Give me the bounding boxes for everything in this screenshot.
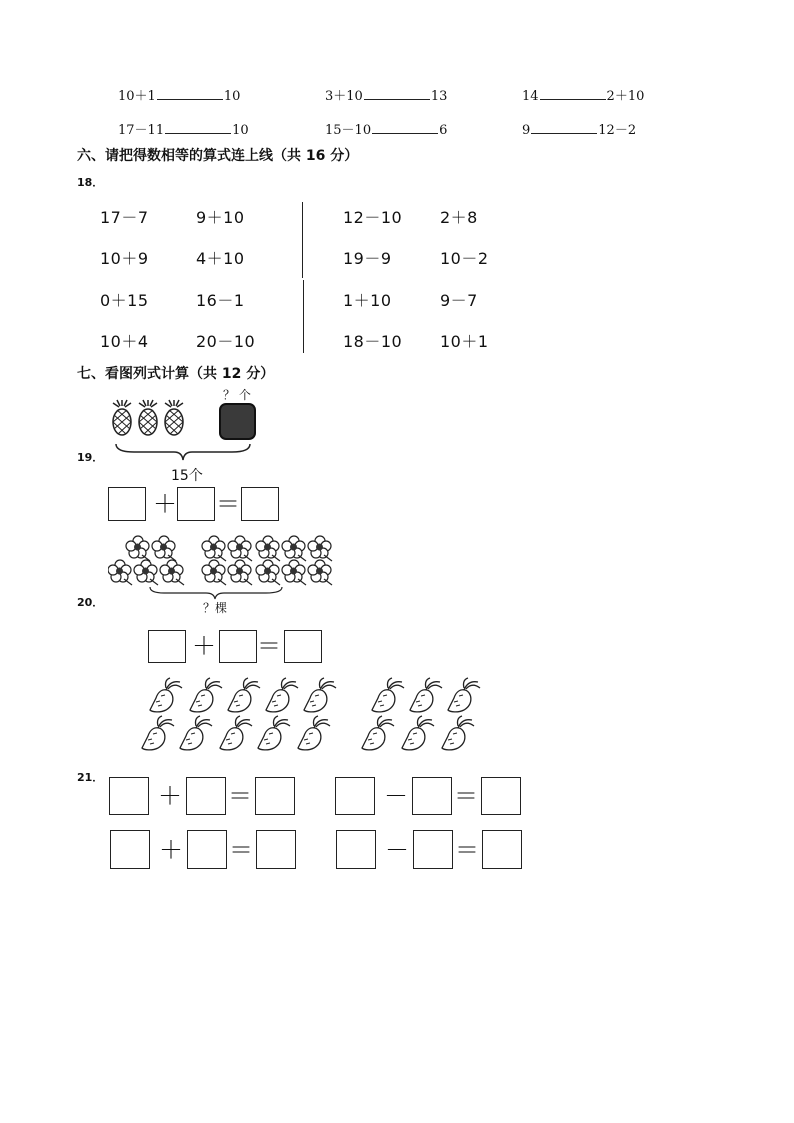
- match-right-2b[interactable]: 10－2: [440, 249, 489, 268]
- answer-box[interactable]: [284, 630, 322, 663]
- equals-sign: ＝: [257, 632, 281, 660]
- section-heading-7: 七、看图列式计算（共 12 分）: [77, 366, 275, 382]
- compare-right: 12－2: [598, 123, 637, 138]
- equals-sign: ＝: [454, 782, 478, 810]
- question-number-21: 21．: [77, 771, 104, 784]
- equals-sign: ＝: [229, 836, 253, 864]
- match-left-1b[interactable]: 9＋10: [196, 208, 245, 227]
- compare-right: 6: [439, 123, 448, 138]
- equals-sign: ＝: [216, 490, 240, 518]
- answer-blank[interactable]: [372, 121, 438, 134]
- compare-left: 14: [522, 89, 539, 104]
- compare-right: 13: [430, 89, 448, 104]
- section-heading-6: 六、请把得数相等的算式连上线（共 16 分）: [77, 148, 359, 164]
- answer-box[interactable]: [481, 777, 521, 815]
- match-right-2a[interactable]: 19－9: [343, 249, 392, 268]
- answer-box[interactable]: [412, 777, 452, 815]
- answer-box[interactable]: [413, 830, 453, 869]
- answer-blank[interactable]: [364, 87, 430, 100]
- question-number-19: 19．: [77, 451, 104, 464]
- answer-blank[interactable]: [531, 121, 597, 134]
- compare-left: 10＋1: [118, 89, 156, 104]
- match-left-2a[interactable]: 10＋9: [100, 249, 149, 268]
- match-right-1b[interactable]: 2＋8: [440, 208, 478, 227]
- divider-line: [303, 280, 304, 353]
- answer-blank[interactable]: [165, 121, 231, 134]
- question-number-18: 18．: [77, 176, 104, 189]
- match-right-3a[interactable]: 1＋10: [343, 291, 392, 310]
- answer-box[interactable]: [108, 487, 146, 521]
- compare-left: 9: [522, 123, 531, 138]
- answer-box[interactable]: [241, 487, 279, 521]
- answer-box[interactable]: [219, 630, 257, 663]
- match-right-3b[interactable]: 9－7: [440, 291, 478, 310]
- compare-item-6: [522, 119, 636, 138]
- divider-line: [302, 202, 303, 278]
- match-left-4a[interactable]: 10＋4: [100, 332, 149, 351]
- answer-box[interactable]: [186, 777, 226, 815]
- answer-box[interactable]: [255, 777, 295, 815]
- question-number-20: 20．: [77, 596, 104, 609]
- answer-box[interactable]: [177, 487, 215, 521]
- answer-box[interactable]: [482, 830, 522, 869]
- compare-item-1: [118, 85, 240, 104]
- compare-item-5: [325, 119, 447, 138]
- answer-box[interactable]: [110, 830, 150, 869]
- plus-sign: ＋: [153, 490, 177, 518]
- radish-icon: [140, 676, 500, 756]
- answer-blank[interactable]: [157, 87, 223, 100]
- minus-sign: －: [384, 782, 408, 810]
- match-left-3b[interactable]: 16－1: [196, 291, 245, 310]
- compare-left: 17－11: [118, 123, 165, 138]
- answer-blank[interactable]: [540, 87, 606, 100]
- pineapple-group: [110, 400, 190, 444]
- answer-box[interactable]: [109, 777, 149, 815]
- answer-box[interactable]: [336, 830, 376, 869]
- compare-item-2: [325, 85, 447, 104]
- equals-sign: ＝: [455, 836, 479, 864]
- compare-right: 10: [223, 89, 241, 104]
- plus-sign: ＋: [192, 632, 216, 660]
- total-count-label: 15个: [171, 468, 203, 484]
- minus-sign: －: [385, 836, 409, 864]
- match-right-4a[interactable]: 18－10: [343, 332, 403, 351]
- match-right-1a[interactable]: 12－10: [343, 208, 403, 227]
- answer-box[interactable]: [335, 777, 375, 815]
- equals-sign: ＝: [228, 782, 252, 810]
- plus-sign: ＋: [158, 782, 182, 810]
- compare-item-4: [118, 119, 249, 138]
- compare-right: 10: [232, 123, 249, 138]
- compare-left: 3＋10: [325, 89, 363, 104]
- match-right-4b[interactable]: 10＋1: [440, 332, 489, 351]
- match-left-2b[interactable]: 4＋10: [196, 249, 245, 268]
- compare-right: 2＋10: [606, 89, 645, 104]
- plus-sign: ＋: [159, 836, 183, 864]
- compare-left: 15－10: [325, 123, 372, 138]
- answer-box[interactable]: [256, 830, 296, 869]
- unknown-count-label: ？棵: [203, 601, 228, 615]
- match-left-3a[interactable]: 0＋15: [100, 291, 149, 310]
- compare-item-3: [522, 85, 644, 104]
- answer-box[interactable]: [148, 630, 186, 663]
- answer-box[interactable]: [187, 830, 227, 869]
- match-left-4b[interactable]: 20－10: [196, 332, 256, 351]
- brace-icon: [114, 442, 252, 464]
- match-left-1a[interactable]: 17－7: [100, 208, 149, 227]
- unknown-count-label: ？ 个: [223, 388, 251, 402]
- covered-box-icon: [219, 403, 256, 440]
- pineapple-icon: [110, 400, 190, 440]
- flower-icon: [108, 535, 338, 587]
